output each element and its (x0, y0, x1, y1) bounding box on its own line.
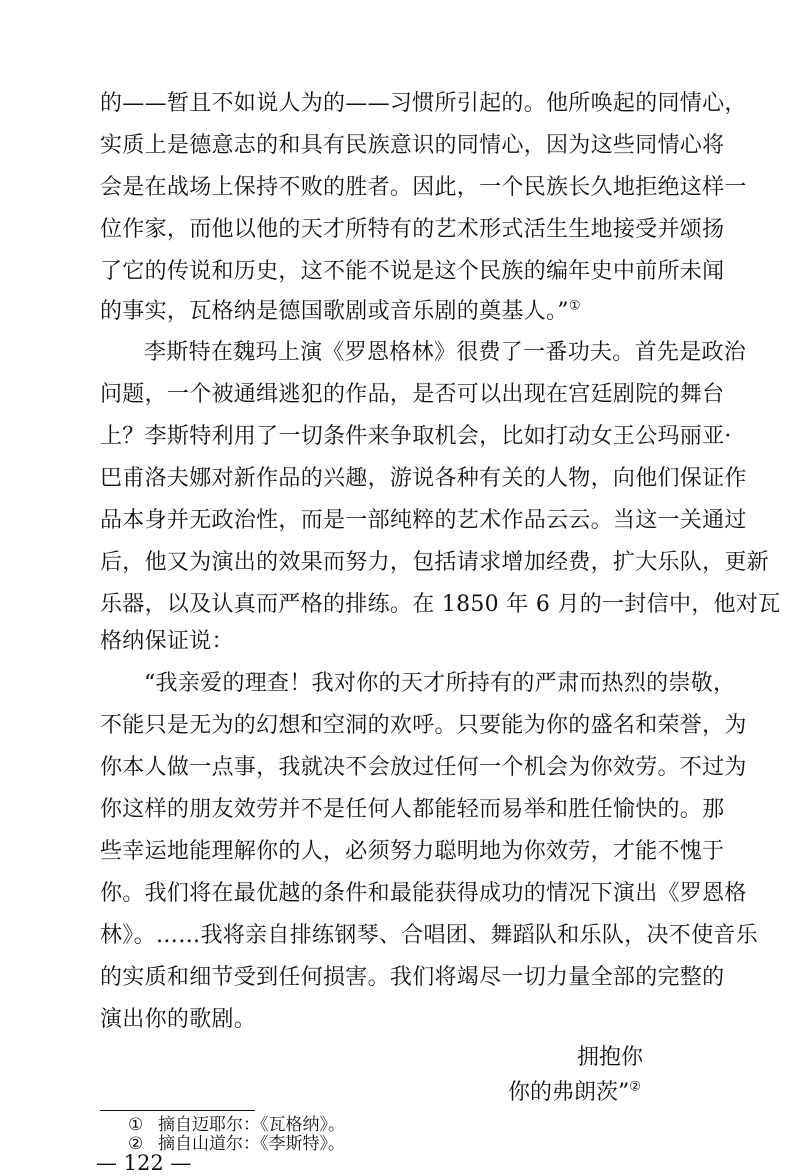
paragraph2-line-7: 乐器，以及认真而严格的排练。在 1850 年 6 月的一封信中，他对瓦 (100, 592, 781, 617)
paragraph2-line-4: 巴甫洛夫娜对新作品的兴趣，游说各种有关的人物，向他们保证作 (100, 466, 747, 491)
paragraph1-line-3: 会是在战场上保持不败的胜者。因此，一个民族长久地拒绝这样一 (100, 175, 747, 200)
paragraph2-line-6: 后，他又为演出的效果而努力，包括请求增加经费，扩大乐队，更新 (100, 550, 770, 575)
footnote-2-mark: ② (128, 1134, 144, 1154)
letter-signature-text: 你的弗朗茨” (508, 1080, 630, 1105)
letter-line-6: 你。我们将在最优越的条件和最能获得成功的情况下演出《罗恩格 (100, 881, 747, 906)
footnote-2-text: 摘自山道尔：《李斯特》。 (158, 1134, 345, 1154)
paragraph1-line-1: 的——暂且不如说人为的——习惯所引起的。他所唤起的同情心， (100, 91, 747, 116)
letter-line-3: 你本人做一点事，我就决不会放过任何一个机会为你效劳。不过为 (100, 755, 747, 780)
letter-line-2: 不能只是无为的幻想和空洞的欢呼。只要能为你的盛名和荣誉，为 (100, 713, 747, 738)
footnote-1-text: 摘自迈耶尔：《瓦格纳》。 (158, 1115, 345, 1135)
paragraph1-line-6-text: 的事实，瓦格纳是德国歌剧或音乐剧的奠基人。” (100, 299, 569, 324)
footnote-1-mark: ① (128, 1115, 144, 1135)
letter-line-4: 你这样的朋友效劳并不是任何人都能轻而易举和胜任愉快的。那 (100, 797, 725, 822)
letter-line-8: 的实质和细节受到任何损害。我们将竭尽一切力量全部的完整的 (100, 965, 725, 990)
paragraph2-line-3: 上？李斯特利用了一切条件来争取机会，比如打动女王公玛丽亚· (100, 424, 732, 449)
paragraph1-line-5: 了它的传说和历史，这不能不说是这个民族的编年史中前所未闻 (100, 259, 725, 284)
paragraph2-line-1: 李斯特在魏玛上演《罗恩格林》很费了一番功夫。首先是政治 (144, 340, 747, 365)
letter-closing: 拥抱你 (577, 1045, 644, 1070)
letter-line-1: “我亲爱的理查！我对你的天才所持有的严肃而热烈的崇敬， (144, 671, 736, 696)
footnote-divider (100, 1110, 255, 1111)
letter-signature (508, 1078, 641, 1108)
paragraph1-line-4: 位作家，而他以他的天才所特有的艺术形式活生生地接受并颂扬 (100, 217, 725, 242)
page-number: — 122 — (96, 1151, 192, 1175)
paragraph2-line-8: 格纳保证说： (100, 629, 234, 654)
paragraph2-line-2: 问题，一个被通缉逃犯的作品，是否可以出现在宫廷剧院的舞台 (100, 382, 725, 407)
letter-line-7: 林》。……我将亲自排练钢琴、合唱团、舞蹈队和乐队，决不使音乐 (100, 923, 759, 948)
footnote-ref-1: ① (568, 298, 581, 314)
footnote-ref-2: ② (629, 1079, 641, 1095)
paragraph1-line-2: 实质上是德意志的和具有民族意识的同情心，因为这些同情心将 (100, 133, 725, 158)
paragraph1-line-6 (100, 297, 690, 327)
paragraph2-line-5: 品本身并无政治性，而是一部纯粹的艺术作品云云。当这一关通过 (100, 508, 747, 533)
letter-line-5: 些幸运地能理解你的人，必须努力聪明地为你效劳，才能不愧于 (100, 839, 725, 864)
letter-line-9: 演出你的歌剧。 (100, 1007, 257, 1032)
